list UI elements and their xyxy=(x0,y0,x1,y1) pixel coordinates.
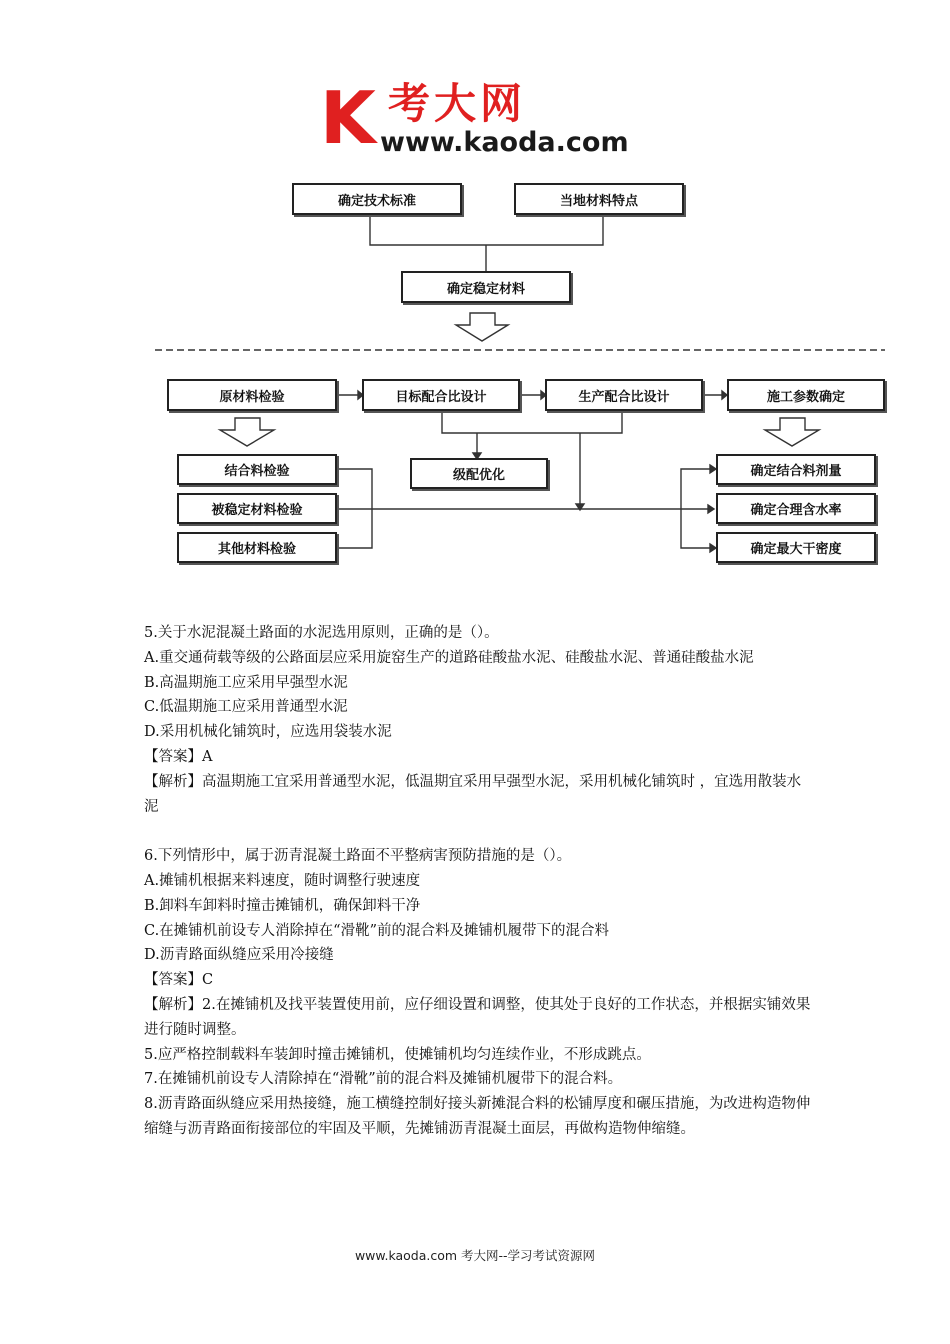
q6-analysis-1 xyxy=(144,993,814,1043)
box-local-material: 当地材料特点 xyxy=(514,183,684,215)
box-other-material-check: 其他材料检验 xyxy=(177,532,337,563)
box-production-mix-design: 生产配合比设计 xyxy=(545,379,703,411)
logo-brand: 考大网 xyxy=(388,79,527,128)
box-construction-params: 施工参数确定 xyxy=(727,379,885,411)
q6-option-a: A.摊铺机根据来料速度，随时调整行驶速度 xyxy=(144,872,421,889)
box-tech-standard: 确定技术标准 xyxy=(292,183,462,215)
q6-analysis-2: 5.应严格控制载料车装卸时撞击摊铺机，使摊铺机均匀连续作业，不形成跳点。 xyxy=(144,1046,651,1063)
box-gradation-optimize: 级配优化 xyxy=(410,458,548,489)
q5-option-b: B.高温期施工应采用早强型水泥 xyxy=(144,674,348,691)
q6-analysis-label: 【解析】 xyxy=(144,996,202,1013)
kaoda-logo xyxy=(318,78,648,162)
box-binder-dosage: 确定结合料剂量 xyxy=(716,454,876,485)
question-content xyxy=(144,621,814,1142)
q6-option-c: C.在摊铺机前设专人消除掉在“滑靴”前的混合料及摊铺机履带下的混合料 xyxy=(144,922,610,939)
q6-option-d: D.沥青路面纵缝应采用冷接缝 xyxy=(144,947,334,964)
box-binder-check: 结合料检验 xyxy=(177,454,337,485)
q5-option-c: C.低温期施工应采用普通型水泥 xyxy=(144,699,348,716)
q5-analysis xyxy=(144,770,814,820)
page-footer: www.kaoda.com 考大网--学习考试资源网 xyxy=(354,1248,596,1263)
box-stabilized-material-check: 被稳定材料检验 xyxy=(177,493,337,524)
flow-diagram xyxy=(150,175,890,575)
box-water-content: 确定合理含水率 xyxy=(716,493,876,524)
logo-letter: K xyxy=(320,76,376,160)
q6-analysis-3: 7.在摊铺机前设专人清除掉在“滑靴”前的混合料及摊铺机履带下的混合料。 xyxy=(144,1071,623,1088)
box-target-mix-design: 目标配合比设计 xyxy=(362,379,520,411)
q5-answer: 【答案】A xyxy=(144,748,213,765)
q5-option-a: A.重交通荷载等级的公路面层应采用旋窑生产的道路硅酸盐水泥、硅酸盐水泥、普通硅酸盐水泥 xyxy=(144,649,754,666)
q5-stem: 5.关于水泥混凝土路面的水泥选用原则，正确的是（）。 xyxy=(144,625,499,641)
logo-url: www.kaoda.com xyxy=(380,127,629,158)
q6-analysis-text-1: 2.在摊铺机及找平装置使用前，应仔细设置和调整，使其处于良好的工作状态，并根据实铺效果进行随时调整。 xyxy=(144,996,811,1038)
box-stable-material: 确定稳定材料 xyxy=(401,271,571,303)
q5-option-d: D.采用机械化铺筑时，应选用袋装水泥 xyxy=(144,724,392,741)
q5-analysis-text: 高温期施工宜采用普通型水泥，低温期宜采用早强型水泥，采用机械化铺筑时 ，宜选用散装水泥 xyxy=(144,773,802,815)
q6-answer: 【答案】C xyxy=(144,972,214,989)
q6-option-b: B.卸料车卸料时撞击摊铺机，确保卸料干净 xyxy=(144,897,421,914)
box-max-dry-density: 确定最大干密度 xyxy=(716,532,876,563)
q6-stem: 6.下列情形中，属于沥青混凝土路面不平整病害预防措施的是（）。 xyxy=(144,848,572,865)
box-raw-material-check: 原材料检验 xyxy=(167,379,337,411)
q6-analysis-4: 8.沥青路面纵缝应采用热接缝，施工横缝控制好接头新摊混合料的松铺厚度和碾压措施，为改进构造物伸缩缝与沥青路面衔接部位的牢固及平顺，先摊铺沥青混凝土面层，再做构造物伸缩缝。 xyxy=(144,1096,811,1137)
q5-analysis-label: 【解析】 xyxy=(144,773,202,790)
